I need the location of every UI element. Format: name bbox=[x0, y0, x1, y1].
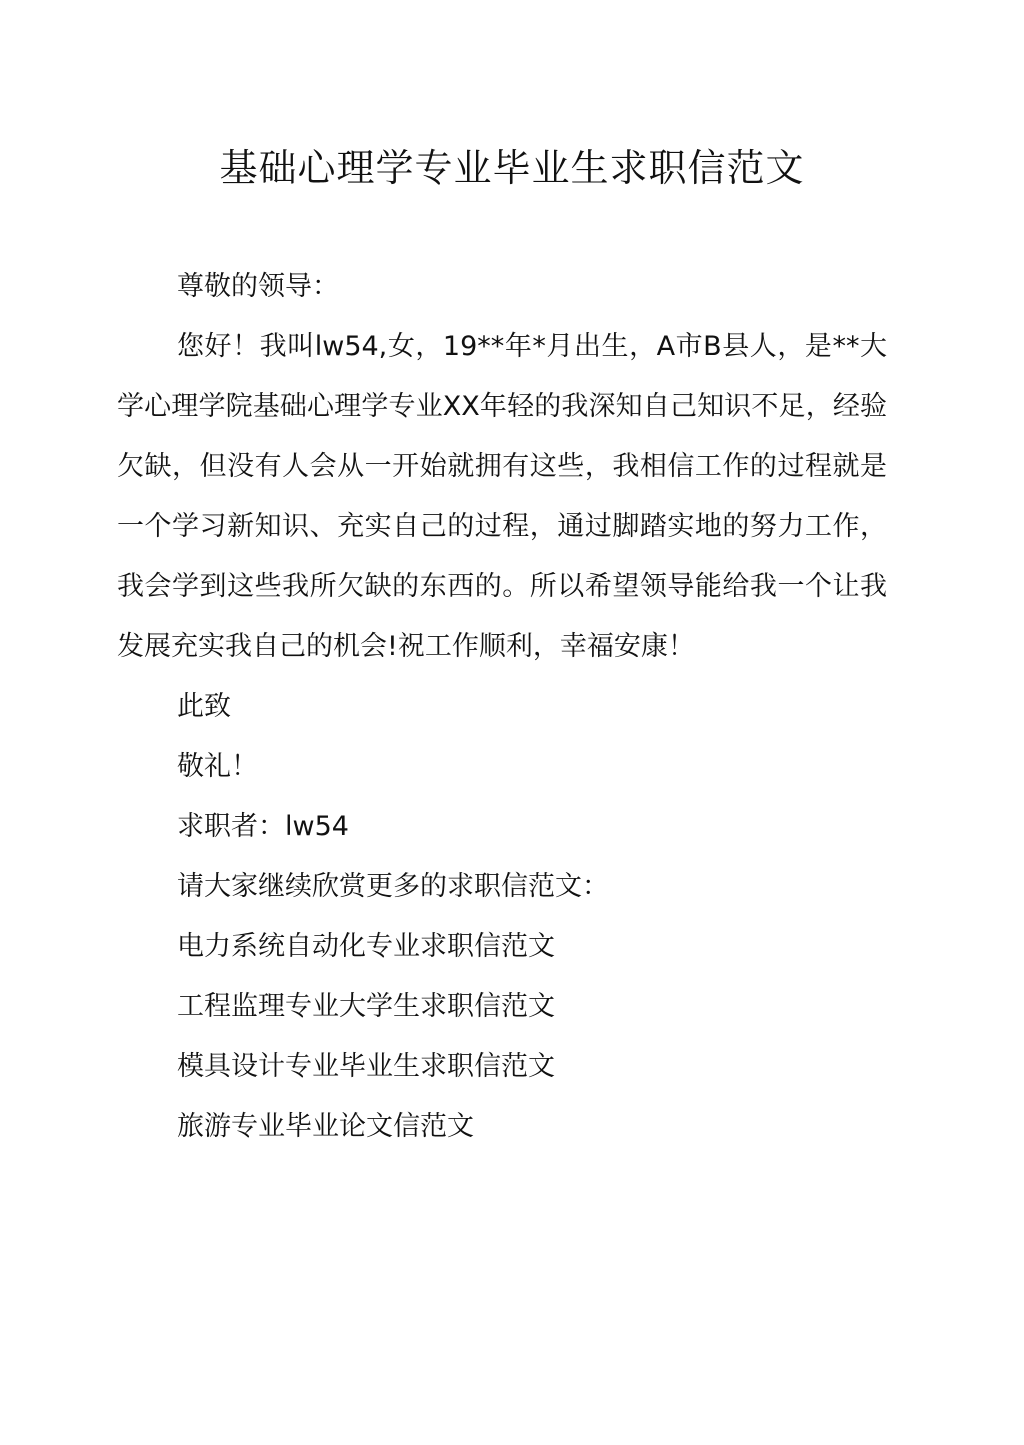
salutation: 尊敬的领导： bbox=[177, 271, 339, 302]
closing-line-2: 敬礼！ bbox=[177, 751, 258, 782]
more-intro: 请大家继续欣赏更多的求职信范文： bbox=[177, 871, 609, 902]
related-item: 电力系统自动化专业求职信范文 bbox=[177, 931, 555, 962]
letter-body bbox=[117, 257, 887, 1157]
document-title: 基础心理学专业毕业生求职信范文 bbox=[219, 146, 805, 190]
letter-paragraph: 您好！我叫lw54,女，19**年*月出生，A市B县人，是**大学心理学院基础心理学专业XX年轻的我深知自己知识不足，经验欠缺，但没有人会从一开始就拥有这些，我相信工作的过程就是一个学习新知识、充实自己的过程，通过脚踏实地的努力工作，我会学到这些我所欠缺的东西的。所以希望领导能给我一个让我发展充实我自己的机会!祝工作顺利，幸福安康！ bbox=[117, 331, 887, 662]
signature: 求职者：lw54 bbox=[177, 811, 349, 842]
closing-line-1: 此致 bbox=[177, 691, 231, 722]
related-item: 工程监理专业大学生求职信范文 bbox=[177, 991, 555, 1022]
related-item: 旅游专业毕业论文信范文 bbox=[177, 1111, 474, 1142]
related-item: 模具设计专业毕业生求职信范文 bbox=[177, 1051, 555, 1082]
